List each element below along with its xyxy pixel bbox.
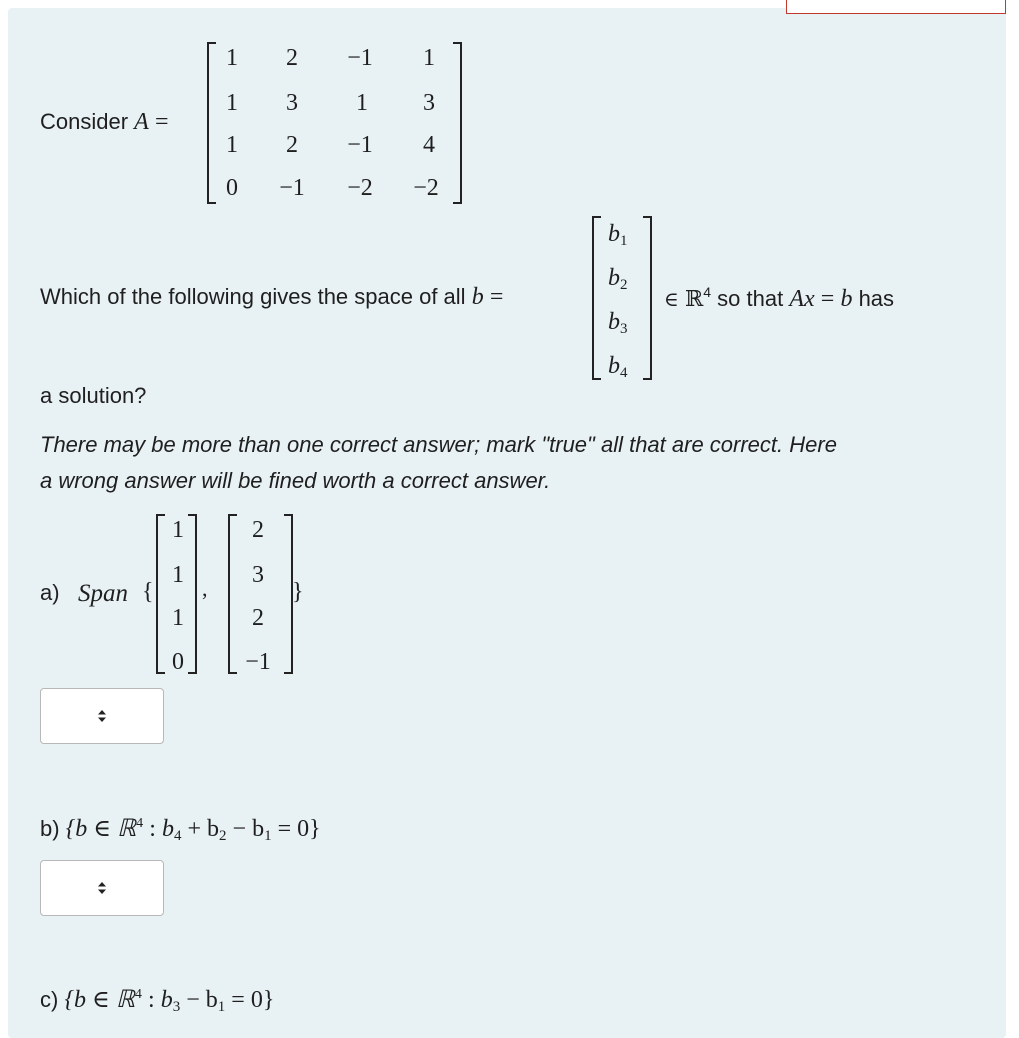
prompt-prefix: Which of the following gives the space of all — [40, 284, 466, 309]
matrix-a-cell: 2 — [286, 45, 298, 71]
b-vector-left-bracket — [592, 216, 601, 380]
vector-1-entry: 1 — [172, 517, 184, 543]
matrix-a-cell: 0 — [226, 175, 238, 201]
matrix-a-cell: 1 — [226, 90, 238, 116]
option-b-select[interactable] — [40, 860, 164, 916]
equals-sign: = — [154, 109, 169, 135]
so-that-text: so that — [717, 286, 784, 311]
matrix-name: A — [134, 109, 149, 135]
matrix-a-cell: 1 — [226, 132, 238, 158]
option-c-set: {b ∈ ℝ$^4$ — [64, 987, 142, 1013]
matrix-a-cell: 3 — [423, 90, 435, 116]
ax-expression: Ax — [789, 286, 815, 312]
b-variable: b — [840, 286, 853, 312]
option-b-condition: $b_4 + b_2 - b_1 = 0$} — [161, 816, 321, 844]
matrix-a-cell: −1 — [347, 132, 373, 158]
option-c-label: c) — [40, 987, 59, 1012]
matrix-a-cell: 2 — [286, 132, 298, 158]
prompt-suffix: a solution? — [40, 383, 147, 408]
colon: : — [147, 987, 155, 1013]
consider-label: Consider — [40, 109, 129, 134]
vector-comma: , — [202, 576, 208, 601]
close-brace: } — [292, 579, 304, 605]
vector-1-entry: 0 — [172, 649, 184, 675]
vector-2-entry: −1 — [245, 649, 271, 675]
vector-2-entry: 3 — [252, 562, 264, 588]
matrix-a-cell: −2 — [347, 175, 373, 201]
b-vector-entry: $b_3$ — [608, 309, 628, 337]
b-variable: b — [471, 284, 484, 310]
matrix-a-cell: 1 — [356, 90, 368, 116]
option-c — [40, 988, 274, 1015]
b-vector-entry: $b_2$ — [608, 265, 628, 293]
b-vector-entry: $b_4$ — [608, 353, 628, 381]
matrix-a-cell: 1 — [423, 45, 435, 71]
option-b-set: {b ∈ ℝ$^4$ — [65, 816, 144, 842]
span-word: Span — [78, 580, 128, 607]
instructions-line-1: There may be more than one correct answer; mark "true" all that are correct. Here — [40, 432, 837, 457]
updown-arrow-icon — [97, 709, 107, 723]
equals-sign: = — [489, 284, 504, 310]
vector-1-entry: 1 — [172, 562, 184, 588]
matrix-a-cell: 4 — [423, 132, 435, 158]
option-c-condition: $b_3 - b_1 = 0$} — [160, 987, 275, 1015]
element-of-symbol: ∈ — [664, 287, 679, 311]
matrix-a-cell: −1 — [347, 45, 373, 71]
open-brace: { — [142, 579, 154, 605]
equals-sign: = — [820, 286, 835, 312]
has-text: has — [858, 286, 895, 311]
consider-line — [40, 110, 169, 134]
matrix-a-cell: −2 — [413, 175, 439, 201]
b-vector-entry: $b_1$ — [608, 221, 628, 249]
option-a-label: a) — [40, 580, 60, 605]
prompt-line — [40, 285, 503, 309]
vector-2-entry: 2 — [252, 517, 264, 543]
top-input-box[interactable] — [786, 0, 1006, 14]
option-b-label: b) — [40, 816, 60, 841]
matrix-a-cell: 3 — [286, 90, 298, 116]
matrix-a-cell: −1 — [279, 175, 305, 201]
prompt-continuation — [664, 285, 894, 311]
r-exponent: 4 — [703, 284, 712, 300]
updown-arrow-icon — [97, 881, 107, 895]
colon: : — [149, 816, 156, 842]
vector-1-entry: 1 — [172, 605, 184, 631]
real-numbers-symbol: ℝ — [684, 287, 704, 312]
b-vector-right-bracket — [643, 216, 652, 380]
instructions-line-2: a wrong answer will be fined worth a correct answer. — [40, 468, 551, 493]
option-a-select[interactable] — [40, 688, 164, 744]
matrix-a-cell: 1 — [226, 45, 238, 71]
vector-2-entry: 2 — [252, 605, 264, 631]
option-b — [40, 817, 321, 844]
